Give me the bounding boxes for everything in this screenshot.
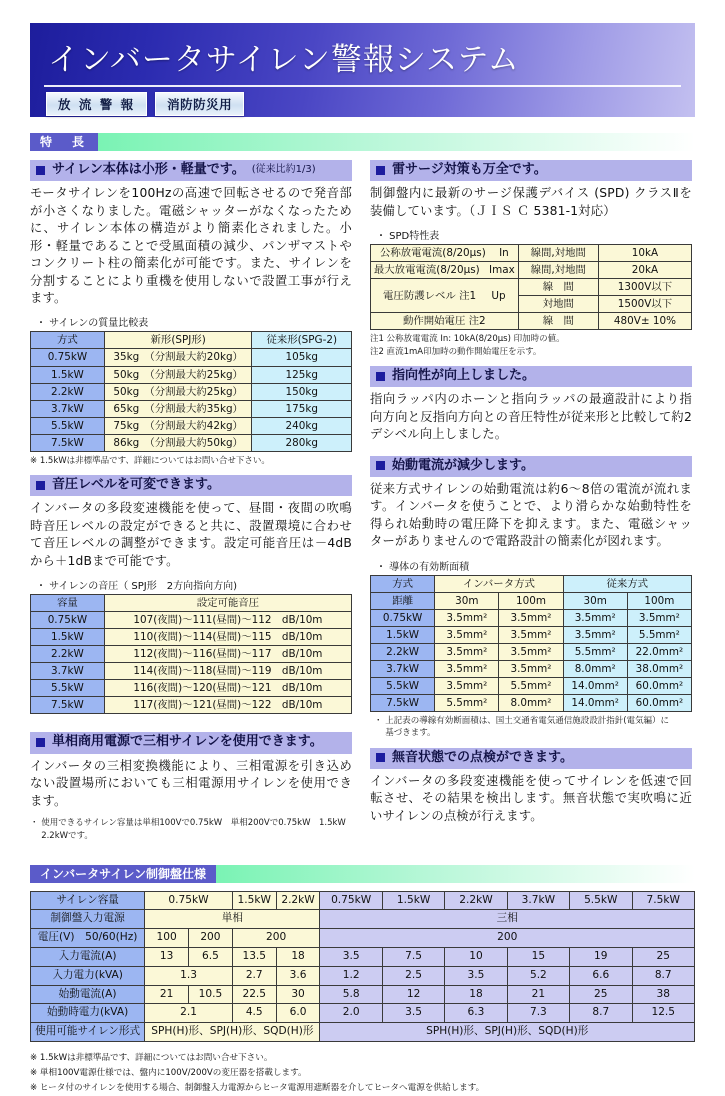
cell-input-current: 13 xyxy=(145,947,189,966)
cell-item xyxy=(371,245,519,262)
th-distance: 距離 xyxy=(371,592,435,609)
cell-old: 150kg xyxy=(252,383,352,400)
table-row-models xyxy=(31,1023,695,1042)
cell-spl: 114(夜間)～118(昼間)～119 dB/10m xyxy=(104,663,351,680)
cell-start-current: 21 xyxy=(507,985,569,1004)
cell-input-current: 7.5 xyxy=(382,947,444,966)
cell-area: 3.5mm² xyxy=(563,609,627,626)
th-settable-spl: 設定可能音圧 xyxy=(104,595,351,612)
heading-text: 音圧レベルを可変できます。 xyxy=(52,477,220,493)
table-row xyxy=(371,695,692,712)
cell-capacity: 1.5kW xyxy=(31,629,105,646)
cell-area: 3.5mm² xyxy=(435,609,499,626)
table-row xyxy=(371,626,692,643)
tag-shobo-bosai: 消防防災用 xyxy=(155,92,244,116)
table-row xyxy=(371,609,692,626)
cell-capacity: 5.5kW xyxy=(31,680,105,697)
cell-capacity: 3.7kW xyxy=(31,400,105,417)
cell-single-075: 0.75kW xyxy=(145,891,233,910)
table-row xyxy=(31,680,352,697)
table-row-phase xyxy=(31,910,695,929)
cell-item xyxy=(371,262,519,279)
cell-three-55: 5.5kW xyxy=(570,891,632,910)
cell-area: 14.0mm² xyxy=(563,677,627,694)
cell-start-power: 12.5 xyxy=(632,1004,695,1023)
cell-three-075: 0.75kW xyxy=(320,891,382,910)
cell-start-power: 6.3 xyxy=(445,1004,507,1023)
th-inv-100m: 100m xyxy=(499,592,563,609)
cell-input-power: 3.6 xyxy=(276,966,320,985)
caption-sound-table: ・ サイレンの音圧（ SPJ形 2方向指向方向) xyxy=(36,581,237,593)
bullet-square-icon xyxy=(36,738,45,747)
table-row xyxy=(371,279,692,296)
cell-input-current: 25 xyxy=(632,947,695,966)
heading-subnote: (従来比約1/3) xyxy=(251,163,316,175)
heading-text: 無音状態での点検ができます。 xyxy=(392,749,573,765)
paragraph-surge-protection: 制御盤内に最新のサージ保護デバイス (SPD) クラスⅡを装備しています。（ＪＩＳ Ｃ 5381-1対応） xyxy=(370,186,692,218)
table-row xyxy=(371,660,692,677)
heading-text: サイレン本体は小形・軽量です。 xyxy=(52,162,245,177)
paragraph-silent-inspection: インバータの多段変速機能を使ってサイレンを低速で回転させ、その結果を検出します。無音状態で実吹鳴に近いサイレンの点検が行えます。 xyxy=(370,773,692,823)
cell-condition: 線間,対地間 xyxy=(518,245,598,262)
heading-surge-protection xyxy=(370,160,692,181)
cell-area: 3.5mm² xyxy=(627,609,691,626)
table-row-start-current xyxy=(31,985,695,1004)
rowhdr-models: 使用可能サイレン形式 xyxy=(31,1023,145,1042)
paragraph-compact-body: モータサイレンを100Hzの高速で回転させるので発音部が小さくなりました。電磁シャッターがなくなったために、サイレン本体の構造がより簡素化されました。小形・軽量であることで受風面積の減少、パンザマストやコンクリート柱の簡素化が可能です。また、サイレンを分割することにより重機を使用しないで設置工事が行えます。 xyxy=(30,186,352,305)
cell-value: 20kA xyxy=(598,262,691,279)
table-row-voltage xyxy=(31,929,695,948)
cell-old: 125kg xyxy=(252,366,352,383)
paragraph-sound-level: インバータの多段変速機能を使って、昼間・夜間の吹鳴時音圧レベルの設定ができると共に、設置環境に合わせて音圧レベルの調整ができます。設定可能音圧は－4dBから＋1dBまで可能です。 xyxy=(30,501,352,568)
cell-old: 240kg xyxy=(252,417,352,434)
cell-start-power: 2.0 xyxy=(320,1004,382,1023)
table-row xyxy=(31,663,352,680)
heading-text: 指向性が向上しました。 xyxy=(392,368,536,384)
cell-phase-three: 三相 xyxy=(320,910,695,929)
caption-weight-table: ・ サイレンの質量比較表 xyxy=(36,318,149,330)
cell-area: 5.5mm² xyxy=(499,677,563,694)
table-header-row xyxy=(371,575,692,592)
cell-input-power: 2.7 xyxy=(232,966,276,985)
cell-capacity: 7.5kW xyxy=(371,695,435,712)
cell-area: 5.5mm² xyxy=(435,695,499,712)
cell-capacity: 5.5kW xyxy=(371,677,435,694)
heading-starting-current xyxy=(370,456,692,477)
rowhdr-start-current: 始動電流(A) xyxy=(31,985,145,1004)
cell-area: 3.5mm² xyxy=(563,626,627,643)
features-band-label: 特 長 xyxy=(30,133,98,151)
cell-item: 動作開始電圧 注2 xyxy=(371,313,519,330)
table-row xyxy=(371,677,692,694)
spec-note-3: ※ ヒータ付のサイレンを使用する場合、制御盤入力電源からヒータ電源用遮断器を介してヒータへ電源を供給します。 xyxy=(30,1082,485,1093)
cell-input-power: 2.5 xyxy=(382,966,444,985)
table-row-input-current xyxy=(31,947,695,966)
cell-models-three: SPH(H)形、SPJ(H)形、SQD(H)形 xyxy=(320,1023,695,1042)
weight-comparison-table xyxy=(30,331,352,451)
cell-capacity: 5.5kW xyxy=(31,417,105,434)
cell-area: 3.5mm² xyxy=(499,643,563,660)
cell-area: 3.5mm² xyxy=(435,626,499,643)
cell-start-current: 22.5 xyxy=(232,985,276,1004)
left-column xyxy=(30,160,352,851)
page-title: インバータサイレン警報システム xyxy=(48,42,520,78)
bullet-square-icon xyxy=(376,166,385,175)
cell-capacity: 7.5kW xyxy=(31,697,105,714)
note-single-phase-2: 2.2kWです。 xyxy=(30,831,93,842)
cell-input-power: 5.2 xyxy=(507,966,569,985)
cell-three-15: 1.5kW xyxy=(382,891,444,910)
note-conductor-2: 基づきます。 xyxy=(374,728,436,739)
cell-new: 50kg （分割最大約25kg） xyxy=(104,383,252,400)
cell-three-22: 2.2kW xyxy=(445,891,507,910)
rowhdr-input-current: 入力電流(A) xyxy=(31,947,145,966)
heading-text: 始動電流が減少します。 xyxy=(392,457,534,473)
table-header-row xyxy=(31,595,352,612)
cell-start-current: 21 xyxy=(145,985,189,1004)
th-conv-100m: 100m xyxy=(627,592,691,609)
cell-start-current: 25 xyxy=(570,985,632,1004)
cell-area: 3.5mm² xyxy=(435,643,499,660)
cell-area: 8.0mm² xyxy=(499,695,563,712)
title-banner xyxy=(30,22,695,117)
rowhdr-start-power: 始動時電力(kVA) xyxy=(31,1004,145,1023)
cell-value: 480V± 10% xyxy=(598,313,691,330)
bullet-square-icon xyxy=(376,372,385,381)
cell-spl: 117(夜間)～121(昼間)～122 dB/10m xyxy=(104,697,351,714)
cell-start-power: 3.5 xyxy=(382,1004,444,1023)
cell-area: 3.5mm² xyxy=(435,677,499,694)
cell-capacity: 1.5kW xyxy=(31,366,105,383)
cell-capacity: 2.2kW xyxy=(31,383,105,400)
features-band-bar xyxy=(98,133,695,151)
bullet-square-icon xyxy=(36,481,45,490)
cell-capacity: 0.75kW xyxy=(371,609,435,626)
cell-old: 175kg xyxy=(252,400,352,417)
cell-area: 22.0mm² xyxy=(627,643,691,660)
caption-spd-table: ・ SPD特性表 xyxy=(376,231,440,243)
cell-input-current: 3.5 xyxy=(320,947,382,966)
note-weight-table: ※ 1.5kWは非標準品です、詳細についてはお問い合せ下さい。 xyxy=(30,455,270,466)
cell-voltage: 200 xyxy=(232,929,320,948)
cell-input-current: 15 xyxy=(507,947,569,966)
th-conventional: 従来方式 xyxy=(563,575,691,592)
table-row xyxy=(371,313,692,330)
cell-condition: 線 間 xyxy=(518,279,598,296)
cell-input-current: 18 xyxy=(276,947,320,966)
cell-condition: 線 間 xyxy=(518,313,598,330)
cell-old: 280kg xyxy=(252,434,352,451)
cell-voltage-three: 200 xyxy=(320,929,695,948)
table-row xyxy=(31,697,352,714)
cell-capacity: 3.7kW xyxy=(31,663,105,680)
th-inv-30m: 30m xyxy=(435,592,499,609)
cell-input-power: 1.2 xyxy=(320,966,382,985)
paragraph-starting-current: 従来方式サイレンの始動電流は約6～8倍の電流が流れます。インバータを使うことで、より滑らかな始動特性を得られ始動時の電圧降下を抑えます。また、電磁シャッターがありませんので電路設計の簡素化が図れます。 xyxy=(370,481,692,549)
cell-old: 105kg xyxy=(252,349,352,366)
item-symbol: Imax xyxy=(489,264,515,277)
cell-capacity: 1.5kW xyxy=(371,626,435,643)
item-label: 公称放電電流(8/20μs) xyxy=(379,247,486,260)
cell-input-current: 6.5 xyxy=(189,947,233,966)
caption-conductor-table: ・ 導体の有効断面積 xyxy=(376,561,470,573)
rowhdr-input-power-source: 制御盤入力電源 xyxy=(31,910,145,929)
heading-text: 単相商用電源で三相サイレンを使用できます。 xyxy=(52,734,323,750)
heading-silent-inspection xyxy=(370,748,692,769)
spec-section-band xyxy=(30,865,695,883)
tag-hoyru-keiho: 放 流 警 報 xyxy=(46,92,147,116)
table-row xyxy=(371,643,692,660)
table-row xyxy=(31,383,352,400)
cell-start-current: 38 xyxy=(632,985,695,1004)
table-row xyxy=(31,434,352,451)
table-row xyxy=(31,612,352,629)
th-method: 方式 xyxy=(371,575,435,592)
bullet-square-icon xyxy=(376,753,385,762)
heading-single-phase xyxy=(30,732,352,753)
cell-area: 8.0mm² xyxy=(563,660,627,677)
note-spd-1: 注1 公称放電電流 In: 10kA(8/20μs) 印加時の値。 xyxy=(370,334,565,345)
cell-area: 14.0mm² xyxy=(563,695,627,712)
bullet-square-icon xyxy=(376,461,385,470)
banner-divider xyxy=(44,85,681,87)
table-row xyxy=(31,646,352,663)
item-label: 最大放電電流(8/20μs) xyxy=(373,264,480,277)
cell-start-current: 5.8 xyxy=(320,985,382,1004)
spec-note-2: ※ 単相100V電源仕様では、盤内に100V/200Vの変圧器を搭載します。 xyxy=(30,1067,307,1078)
cell-input-power: 1.3 xyxy=(145,966,233,985)
th-inverter: インバータ方式 xyxy=(435,575,563,592)
item-label: 電圧防護レベル 注1 xyxy=(383,289,477,302)
cell-area: 3.5mm² xyxy=(499,626,563,643)
spd-characteristics-table xyxy=(370,244,692,330)
note-spd-2: 注2 直流1mA印加時の動作開始電圧を示す。 xyxy=(370,346,542,357)
cell-new: 50kg （分割最大約25kg） xyxy=(104,366,252,383)
bullet-square-icon xyxy=(36,166,45,175)
cell-value: 1300V以下 xyxy=(598,279,691,296)
rowhdr-voltage: 電圧(V) 50/60(Hz) xyxy=(31,929,145,948)
th-new-type: 新形(SPJ形) xyxy=(104,332,252,349)
th-old-type: 従来形(SPG-2) xyxy=(252,332,352,349)
spec-band-label: インバータサイレン制御盤仕様 xyxy=(30,865,216,883)
cell-area: 3.5mm² xyxy=(499,609,563,626)
cell-voltage: 200 xyxy=(189,929,233,948)
table-row xyxy=(31,349,352,366)
cell-capacity: 3.7kW xyxy=(371,660,435,677)
rowhdr-input-power: 入力電力(kVA) xyxy=(31,966,145,985)
cell-spl: 110(夜間)～114(昼間)～115 dB/10m xyxy=(104,629,351,646)
banner-tag-list xyxy=(46,92,244,116)
table-row-start-power xyxy=(31,1004,695,1023)
table-row-capacity xyxy=(31,891,695,910)
table-header-row xyxy=(31,332,352,349)
cell-area: 60.0mm² xyxy=(627,695,691,712)
cell-models-single: SPH(H)形、SPJ(H)形、SQD(H)形 xyxy=(145,1023,320,1042)
table-row xyxy=(31,629,352,646)
control-panel-spec-table xyxy=(30,891,695,1042)
conductor-area-table xyxy=(370,575,692,712)
heading-directivity xyxy=(370,366,692,387)
rowhdr-capacity: サイレン容量 xyxy=(31,891,145,910)
cell-value: 10kA xyxy=(598,245,691,262)
cell-voltage: 100 xyxy=(145,929,189,948)
cell-start-power: 7.3 xyxy=(507,1004,569,1023)
cell-input-current: 13.5 xyxy=(232,947,276,966)
cell-start-current: 12 xyxy=(382,985,444,1004)
note-single-phase-1: ・ 使用できるサイレン容量は単相100Vで0.75kW 単相200Vで0.75kW 1.5kW xyxy=(30,818,346,829)
th-conv-30m: 30m xyxy=(563,592,627,609)
cell-input-power: 3.5 xyxy=(445,966,507,985)
paragraph-directivity: 指向ラッパ内のホーンと指向ラッパの最適設計により指向方向と反指向方向との音圧特性が従来形と比較して約2デシベル向上しました。 xyxy=(370,392,692,442)
table-row-input-power xyxy=(31,966,695,985)
cell-new: 65kg （分割最大約35kg） xyxy=(104,400,252,417)
right-column xyxy=(370,160,692,851)
cell-start-current: 18 xyxy=(445,985,507,1004)
cell-new: 35kg （分割最大約20kg） xyxy=(104,349,252,366)
cell-item xyxy=(371,279,519,313)
th-method: 方式 xyxy=(31,332,105,349)
cell-area: 60.0mm² xyxy=(627,677,691,694)
cell-start-power: 4.5 xyxy=(232,1004,276,1023)
cell-capacity: 2.2kW xyxy=(371,643,435,660)
spec-band-bar xyxy=(216,865,695,883)
cell-area: 5.5mm² xyxy=(563,643,627,660)
cell-area: 3.5mm² xyxy=(435,660,499,677)
feature-columns xyxy=(30,160,695,851)
cell-capacity: 0.75kW xyxy=(31,612,105,629)
cell-condition: 対地間 xyxy=(518,296,598,313)
cell-input-power: 6.6 xyxy=(570,966,632,985)
table-row xyxy=(31,400,352,417)
paragraph-single-phase: インバータの三相変換機能により、三相電源を引き込めない設置場所においても三相電源用サイレンを使用できます。 xyxy=(30,758,352,808)
cell-start-power: 6.0 xyxy=(276,1004,320,1023)
cell-value: 1500V以下 xyxy=(598,296,691,313)
cell-area: 3.5mm² xyxy=(499,660,563,677)
table-row xyxy=(31,417,352,434)
cell-new: 75kg （分割最大約42kg） xyxy=(104,417,252,434)
cell-start-power: 2.1 xyxy=(145,1004,233,1023)
item-symbol: Up xyxy=(491,289,506,302)
cell-condition: 線間,対地間 xyxy=(518,262,598,279)
note-conductor-1: ・ 上記表の導線有効断面積は、国土交通省電気通信施設設計指針(電気編）に xyxy=(374,716,670,727)
page-root xyxy=(0,22,725,1093)
cell-spl: 112(夜間)～116(昼間)～117 dB/10m xyxy=(104,646,351,663)
cell-capacity: 0.75kW xyxy=(31,349,105,366)
heading-text: 雷サージ対策も万全です。 xyxy=(392,162,547,177)
cell-phase-single: 単相 xyxy=(145,910,320,929)
cell-start-power: 8.7 xyxy=(570,1004,632,1023)
cell-input-power: 8.7 xyxy=(632,966,695,985)
heading-sound-level xyxy=(30,475,352,496)
features-section-band xyxy=(30,133,695,151)
cell-single-22: 2.2kW xyxy=(276,891,320,910)
cell-input-current: 19 xyxy=(570,947,632,966)
table-row xyxy=(31,366,352,383)
th-capacity: 容量 xyxy=(31,595,105,612)
table-row xyxy=(371,245,692,262)
cell-capacity: 2.2kW xyxy=(31,646,105,663)
cell-capacity: 7.5kW xyxy=(31,434,105,451)
spec-table-notes xyxy=(30,1051,695,1096)
cell-spl: 107(夜間)～111(昼間)～112 dB/10m xyxy=(104,612,351,629)
table-row xyxy=(371,262,692,279)
spec-note-1: ※ 1.5kWは非標準品です、詳細についてはお問い合せ下さい。 xyxy=(30,1052,273,1063)
heading-compact-body xyxy=(30,160,352,181)
cell-input-current: 10 xyxy=(445,947,507,966)
cell-start-current: 30 xyxy=(276,985,320,1004)
cell-three-75: 7.5kW xyxy=(632,891,695,910)
sound-pressure-table xyxy=(30,594,352,714)
cell-new: 86kg （分割最大約50kg） xyxy=(104,434,252,451)
cell-three-37: 3.7kW xyxy=(507,891,569,910)
item-symbol: In xyxy=(499,247,509,260)
cell-start-current: 10.5 xyxy=(189,985,233,1004)
cell-single-15: 1.5kW xyxy=(232,891,276,910)
cell-area: 5.5mm² xyxy=(627,626,691,643)
cell-spl: 116(夜間)～120(昼間)～121 dB/10m xyxy=(104,680,351,697)
table-header-row xyxy=(371,592,692,609)
cell-area: 38.0mm² xyxy=(627,660,691,677)
